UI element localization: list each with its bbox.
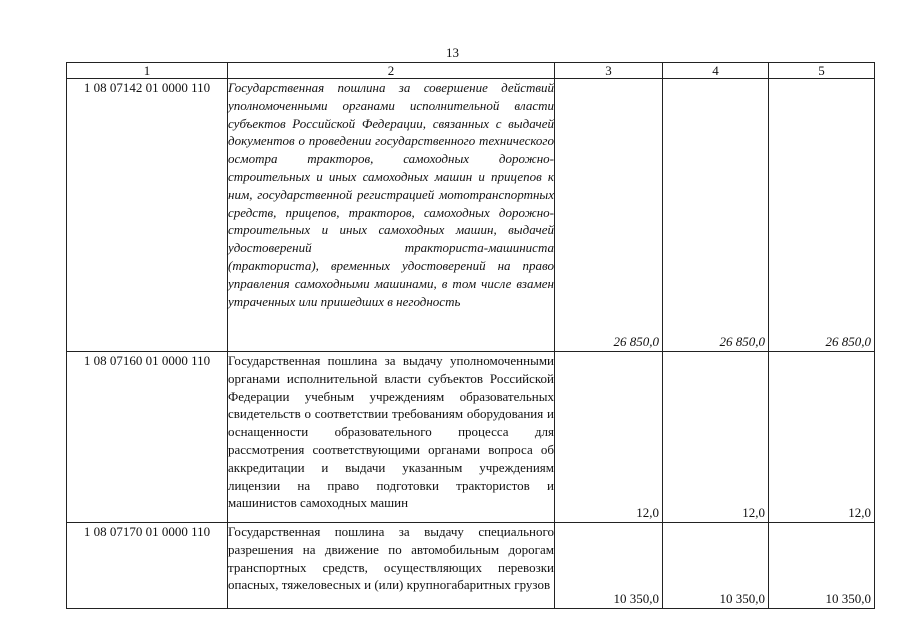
amount-col4: 12,0 xyxy=(663,352,769,523)
table-row xyxy=(67,79,875,352)
page-number: 13 xyxy=(446,45,459,60)
revenue-description: Государственная пошлина за выдачу специального разрешения на движение по автомобильным дорогам транспортных средств, осуществляющих перевозки опасных, тяжеловесных и (или) крупногабаритных грузов xyxy=(228,523,555,609)
column-header-4: 4 xyxy=(663,63,769,79)
column-header-1: 1 xyxy=(67,63,228,79)
amount-col3: 26 850,0 xyxy=(555,79,663,352)
amount-col5: 12,0 xyxy=(769,352,875,523)
amount-col5: 10 350,0 xyxy=(769,523,875,609)
table-header-row xyxy=(67,63,875,79)
column-header-3: 3 xyxy=(555,63,663,79)
budget-classification-code: 1 08 07170 01 0000 110 xyxy=(67,523,228,609)
amount-col3: 12,0 xyxy=(555,352,663,523)
budget-classification-code: 1 08 07142 01 0000 110 xyxy=(67,79,228,352)
amount-col4: 10 350,0 xyxy=(663,523,769,609)
revenue-description: Государственная пошлина за выдачу уполномоченными органами исполнительной власти субъектов Российской Федерации учебным учреждениям образовательных свидетельств о соответствии требованиям оборудования и оснащенности образовательного процесса для рассмотрения соответствующими органами вопроса об аккредитации и выдачи указанным учреждениям лицензии на право подготовки трактористов и машинистов самоходных машин xyxy=(228,352,555,523)
table-row xyxy=(67,352,875,523)
column-header-2: 2 xyxy=(228,63,555,79)
budget-revenue-table xyxy=(66,62,875,609)
column-header-5: 5 xyxy=(769,63,875,79)
amount-col3: 10 350,0 xyxy=(555,523,663,609)
amount-col4: 26 850,0 xyxy=(663,79,769,352)
table-row xyxy=(67,523,875,609)
budget-classification-code: 1 08 07160 01 0000 110 xyxy=(67,352,228,523)
amount-col5: 26 850,0 xyxy=(769,79,875,352)
revenue-description: Государственная пошлина за совершение действий уполномоченными органами исполнительной власти субъектов Российской Федерации, связанных с выдачей документов о проведении государственного технического осмотра тракторов, самоходных дорожно-строительных и иных самоходных машин и прицепов к ним, государственной регистрацией мототранспортных средств, прицепов, тракторов, самоходных дорожно-строительных и иных самоходных машин, выдачей удостоверений тракториста-машиниста (тракториста), временных удостоверений на право управления самоходными машинами, в том числе взамен утраченных или пришедших в негодность xyxy=(228,79,555,352)
